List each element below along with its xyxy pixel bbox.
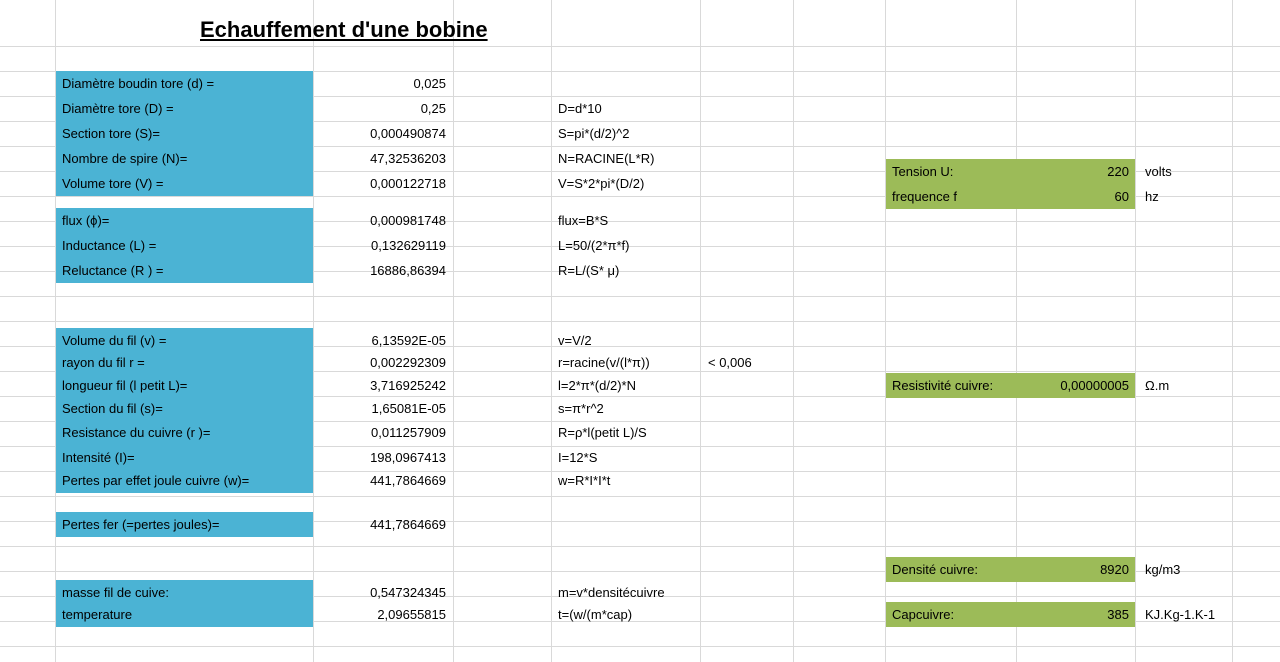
row-formula: m=v*densitécuivre: [558, 585, 665, 600]
row-formula: r=racine(v/(l*π)): [558, 355, 650, 370]
row-formula: R=L/(S* μ): [558, 263, 620, 278]
green-label-densite: Densité cuivre:: [886, 557, 1016, 582]
row-value: 16886,86394: [370, 263, 446, 278]
gridline-horizontal: [0, 296, 1280, 297]
green-label-resistivite: Resistivité cuivre:: [886, 373, 1016, 398]
row-formula: L=50/(2*π*f): [558, 238, 630, 253]
row-value: 0,002292309: [370, 355, 446, 370]
row-value: 0,132629119: [371, 238, 446, 253]
row-value: 0,25: [420, 101, 446, 116]
row-formula: N=RACINE(L*R): [558, 151, 655, 166]
row-formula: R=ρ*l(petit L)/S: [558, 425, 647, 440]
row-label: Diamètre boudin tore (d) =: [56, 71, 313, 96]
row-formula: flux=B*S: [558, 213, 609, 228]
gridline-horizontal: [0, 546, 1280, 547]
green-value-capcuivre: 385: [1016, 602, 1135, 627]
row-value: 0,025: [413, 76, 446, 91]
row-formula: V=S*2*pi*(D/2): [558, 176, 645, 191]
green-value-densite: 8920: [1016, 557, 1135, 582]
row-formula: w=R*I*I*t: [558, 473, 611, 488]
gridline-vertical: [793, 0, 794, 662]
row-formula: [552, 71, 700, 96]
row-label: Intensité (I)=: [56, 445, 313, 470]
row-label: flux (ϕ)=: [56, 208, 313, 233]
green-unit-tension: volts: [1145, 164, 1172, 179]
row-value: 1,65081E-05: [371, 401, 446, 416]
page-title: Echauffement d'une bobine: [200, 17, 488, 42]
green-unit-densite: kg/m3: [1145, 562, 1181, 577]
row-value: 2,09655815: [377, 607, 446, 622]
row-note: < 0,006: [708, 355, 752, 370]
row-label: Pertes fer (=pertes joules)=: [56, 512, 313, 537]
row-value: 441,7864669: [370, 517, 446, 532]
gridline-horizontal: [0, 321, 1280, 322]
row-label: masse fil de cuive:: [56, 580, 313, 605]
row-value: 0,011257909: [371, 425, 446, 440]
green-value-frequence: 60: [1016, 184, 1135, 209]
row-label: Diamètre tore (D) =: [56, 96, 313, 121]
gridline-vertical: [453, 0, 454, 662]
green-label-tension: Tension U:: [886, 159, 1016, 184]
row-label: rayon du fil r =: [56, 350, 313, 375]
gridline-horizontal: [0, 496, 1280, 497]
row-formula: D=d*10: [558, 101, 602, 116]
row-label: Volume tore (V) =: [56, 171, 313, 196]
green-value-tension: 220: [1016, 159, 1135, 184]
green-label-frequence: frequence f: [886, 184, 1016, 209]
row-label: Nombre de spire (N)=: [56, 146, 313, 171]
row-label: Pertes par effet joule cuivre (w)=: [56, 468, 313, 493]
row-label: temperature: [56, 602, 313, 627]
gridline-vertical: [700, 0, 701, 662]
row-formula: s=π*r^2: [558, 401, 604, 416]
row-label: Reluctance (R ) =: [56, 258, 313, 283]
gridline-horizontal: [0, 46, 1280, 47]
row-label: Resistance du cuivre (r )=: [56, 420, 313, 445]
green-unit-resistivite: Ω.m: [1145, 378, 1170, 393]
row-label: Volume du fil (v) =: [56, 328, 313, 353]
row-value: 0,000490874: [370, 126, 446, 141]
row-value: 198,0967413: [370, 450, 446, 465]
row-value: 3,716925242: [370, 378, 446, 393]
row-value: 47,32536203: [370, 151, 446, 166]
green-label-capcuivre: Capcuivre:: [886, 602, 1016, 627]
gridline-vertical: [1135, 0, 1136, 662]
row-value: 6,13592E-05: [371, 333, 446, 348]
gridline-horizontal: [0, 646, 1280, 647]
row-formula: v=V/2: [558, 333, 592, 348]
row-value: 441,7864669: [370, 473, 446, 488]
row-value: 0,000122718: [370, 176, 446, 191]
row-label: longueur fil (l petit L)=: [56, 373, 313, 398]
row-formula: t=(w/(m*cap): [558, 607, 633, 622]
row-label: Section tore (S)=: [56, 121, 313, 146]
row-formula: S=pi*(d/2)^2: [558, 126, 630, 141]
row-formula: I=12*S: [558, 450, 598, 465]
row-label: Section du fil (s)=: [56, 396, 313, 421]
row-formula: l=2*π*(d/2)*N: [558, 378, 636, 393]
row-label: Inductance (L) =: [56, 233, 313, 258]
green-value-resistivite: 0,00000005: [1016, 373, 1135, 398]
green-unit-frequence: hz: [1145, 189, 1159, 204]
green-unit-capcuivre: KJ.Kg-1.K-1: [1145, 607, 1216, 622]
row-value: 0,547324345: [370, 585, 446, 600]
row-value: 0,000981748: [370, 213, 446, 228]
